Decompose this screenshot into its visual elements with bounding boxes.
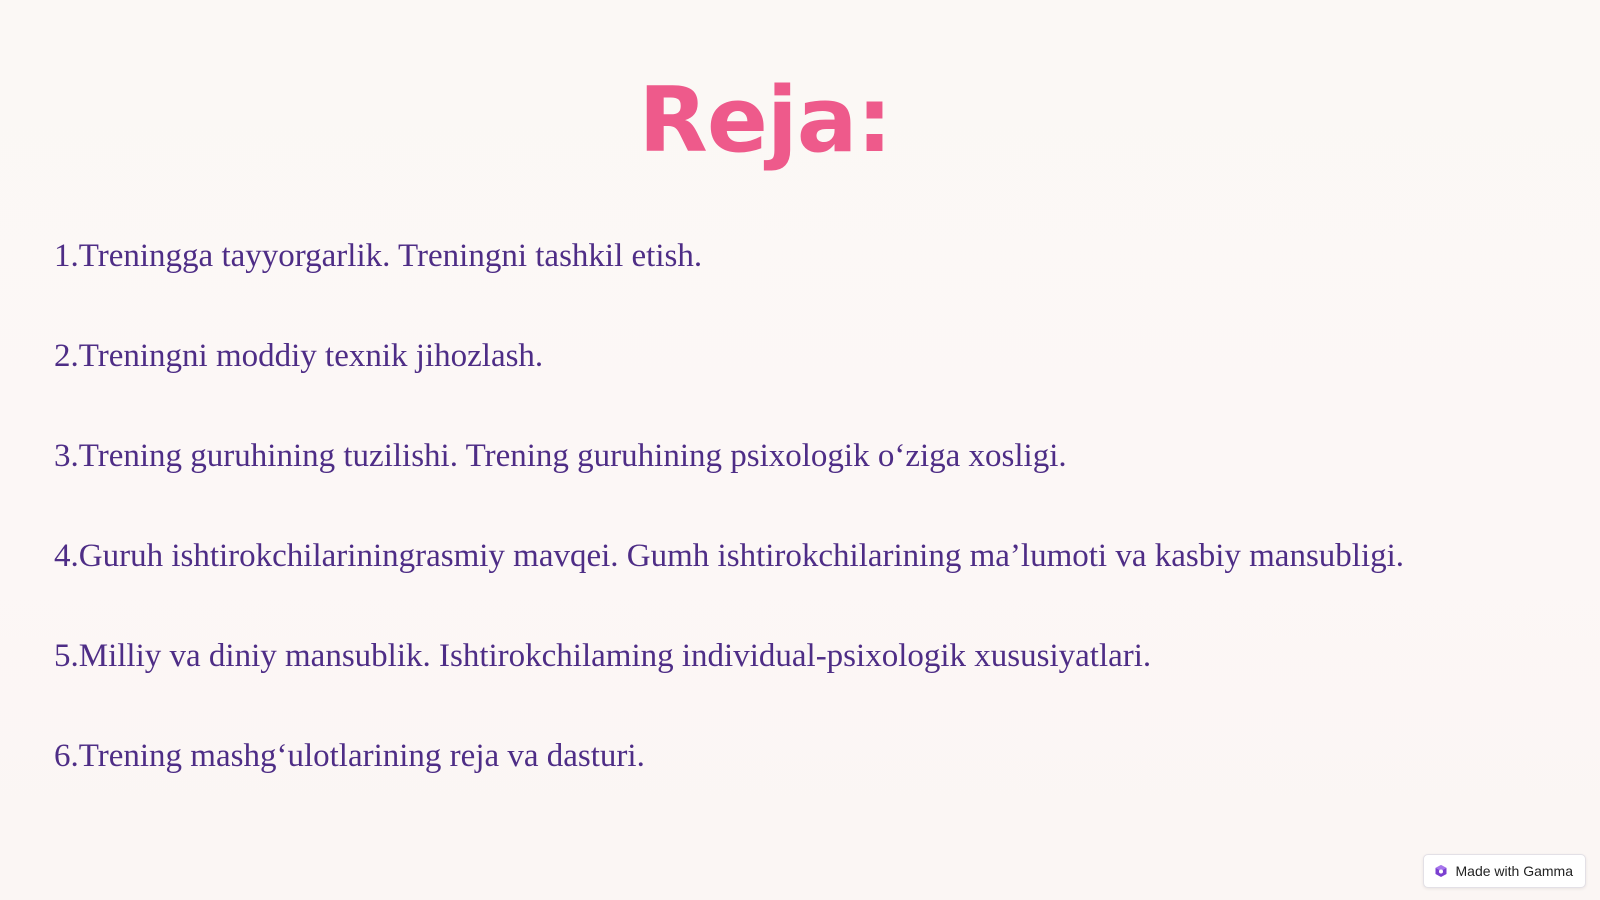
badge-label: Made with Gamma	[1455, 863, 1573, 879]
plan-list	[54, 228, 1404, 828]
made-with-gamma-badge[interactable]	[1423, 854, 1586, 888]
plan-item-5: 5.Milliy va diniy mansublik. Ishtirokchilaming individual-psixologik xususiyatlari.	[54, 638, 1152, 674]
slide-title: Reja:	[638, 68, 892, 173]
plan-item-6: 6.Trening mashg‘ulotlarining reja va dasturi.	[54, 738, 645, 774]
gamma-logo-icon	[1434, 864, 1448, 878]
plan-item-1: 1.Treningga tayyorgarlik. Treningni tashkil etish.	[54, 238, 703, 274]
plan-item-4: 4.Guruh ishtirokchilariningrasmiy mavqei. Gumh ishtirokchilarining ma’lumoti va kasbiy mansubligi.	[54, 538, 1405, 574]
plan-item-2: 2.Treningni moddiy texnik jihozlash.	[54, 338, 544, 374]
plan-item-3: 3.Trening guruhining tuzilishi. Trening guruhining psixologik o‘ziga xosligi.	[54, 438, 1067, 474]
